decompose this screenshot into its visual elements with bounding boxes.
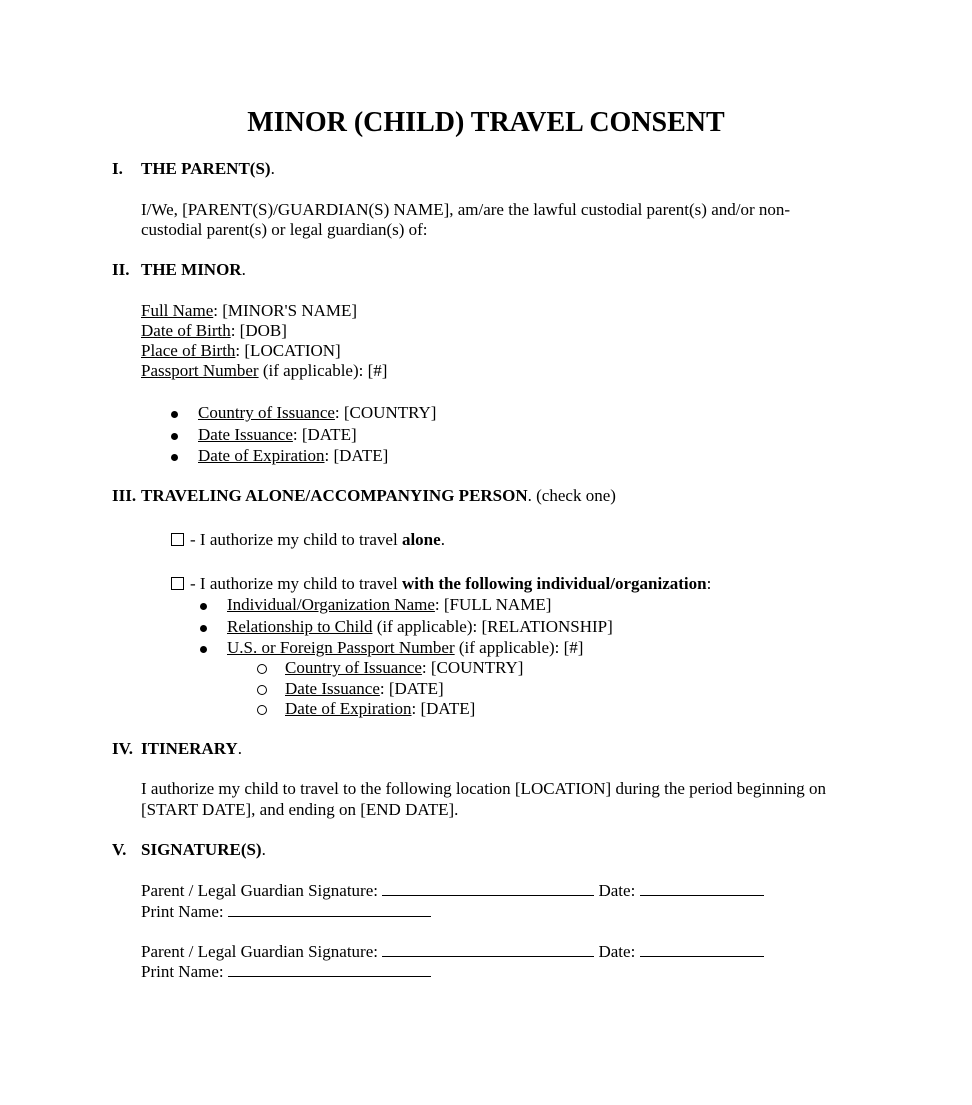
- section-number: II.: [112, 260, 130, 279]
- field-label: Individual/Organization Name: [227, 595, 435, 614]
- option-text-end: .: [440, 530, 445, 549]
- field-value: : [FULL NAME]: [434, 595, 552, 614]
- section-minor-heading: [112, 260, 246, 280]
- section-title: TRAVELING ALONE/ACCOMPANYING PERSON: [141, 486, 528, 505]
- section-number: IV.: [112, 739, 133, 758]
- companion-passport-item: [227, 638, 583, 658]
- circle-bullet-icon: [257, 679, 267, 699]
- print-name-row-1: [141, 901, 431, 922]
- field-value: : [DATE]: [379, 679, 444, 698]
- print-name-field[interactable]: [228, 961, 431, 977]
- section-title: SIGNATURE(S): [141, 840, 262, 859]
- print-name-label: Print Name:: [141, 962, 228, 981]
- travel-alone-checkbox[interactable]: [171, 533, 184, 546]
- minor-passport-expiration-item: [198, 446, 388, 466]
- print-name-row-2: [141, 961, 431, 982]
- field-value: : [COUNTRY]: [421, 658, 524, 677]
- section-title: THE PARENT(S): [141, 159, 271, 178]
- minor-passport-country-item: [198, 403, 436, 423]
- bullet-icon: [171, 425, 178, 445]
- section-traveling-heading: [112, 486, 616, 506]
- signature-field[interactable]: [382, 880, 594, 896]
- section-title-period: .: [237, 739, 242, 758]
- travel-accompanied-checkbox[interactable]: [171, 577, 184, 590]
- section-number: V.: [112, 840, 127, 859]
- field-label: Date of Expiration: [198, 446, 325, 465]
- date-field[interactable]: [640, 941, 764, 957]
- option-text: - I authorize my child to travel: [190, 530, 402, 549]
- option-text-bold: alone: [401, 530, 441, 549]
- circle-bullet-icon: [257, 699, 267, 719]
- field-value: (if applicable): [#]: [454, 638, 584, 657]
- section-signatures-heading: [112, 840, 266, 860]
- field-label: Date of Expiration: [285, 699, 412, 718]
- bullet-icon: [200, 617, 207, 637]
- section-title-period: .: [270, 159, 275, 178]
- section-title-suffix: . (check one): [527, 486, 616, 505]
- minor-passport-number-field: [141, 361, 387, 381]
- option-text-end: :: [706, 574, 712, 593]
- section-title-period: .: [261, 840, 266, 859]
- signature-label: Parent / Legal Guardian Signature:: [141, 881, 383, 900]
- date-label: Date:: [594, 942, 640, 961]
- date-label: Date:: [594, 881, 640, 900]
- travel-accompanied-option: [171, 574, 711, 594]
- bullet-icon: [171, 446, 178, 466]
- section-number: I.: [112, 159, 123, 178]
- bullet-icon: [200, 595, 207, 615]
- field-label: Date of Birth: [141, 321, 231, 340]
- itinerary-text-line-1: I authorize my child to travel to the following location [LOCATION] during the period beginning on: [141, 779, 827, 798]
- field-label: Full Name: [141, 301, 214, 320]
- companion-passport-expiration-item: [285, 699, 475, 719]
- field-value: : [MINOR'S NAME]: [213, 301, 358, 320]
- section-number: III.: [112, 486, 137, 505]
- option-text-bold: with the following individual/organization: [401, 574, 707, 593]
- bullet-icon: [171, 403, 178, 423]
- field-value: : [LOCATION]: [235, 341, 341, 360]
- field-label: Date Issuance: [198, 425, 293, 444]
- signature-row-1: [141, 880, 764, 901]
- print-name-field[interactable]: [228, 901, 431, 917]
- companion-relationship-item: [227, 617, 613, 637]
- signature-row-2: [141, 941, 764, 962]
- companion-passport-issue-date-item: [285, 679, 444, 699]
- field-label: Place of Birth: [141, 341, 236, 360]
- minor-date-of-birth-field: [141, 321, 287, 341]
- minor-place-of-birth-field: [141, 341, 341, 361]
- field-value: (if applicable): [#]: [258, 361, 388, 380]
- field-value: : [DATE]: [292, 425, 357, 444]
- section-itinerary-heading: [112, 739, 242, 759]
- circle-bullet-icon: [257, 658, 267, 678]
- section-title: ITINERARY: [141, 739, 238, 758]
- field-label: Passport Number: [141, 361, 259, 380]
- field-value: : [DATE]: [324, 446, 389, 465]
- section-parents-heading: [112, 159, 275, 179]
- parents-text-line-2: custodial parent(s) or legal guardian(s) of:: [141, 220, 428, 239]
- companion-name-item: [227, 595, 551, 615]
- option-text: - I authorize my child to travel: [190, 574, 402, 593]
- field-label: Date Issuance: [285, 679, 380, 698]
- field-label: Country of Issuance: [285, 658, 422, 677]
- travel-alone-option: [171, 530, 445, 550]
- field-value: (if applicable): [RELATIONSHIP]: [372, 617, 613, 636]
- print-name-label: Print Name:: [141, 902, 228, 921]
- section-title-period: .: [241, 260, 246, 279]
- field-label: U.S. or Foreign Passport Number: [227, 638, 455, 657]
- field-label: Relationship to Child: [227, 617, 373, 636]
- field-label: Country of Issuance: [198, 403, 335, 422]
- date-field[interactable]: [640, 880, 764, 896]
- field-value: : [COUNTRY]: [334, 403, 437, 422]
- section-title: THE MINOR: [141, 260, 242, 279]
- bullet-icon: [200, 638, 207, 658]
- document-title: MINOR (CHILD) TRAVEL CONSENT: [247, 107, 725, 138]
- field-value: : [DOB]: [230, 321, 287, 340]
- signature-label: Parent / Legal Guardian Signature:: [141, 942, 383, 961]
- companion-passport-country-item: [285, 658, 523, 678]
- parents-text-line-1: I/We, [PARENT(S)/GUARDIAN(S) NAME], am/are the lawful custodial parent(s) and/or non-: [141, 200, 791, 219]
- field-value: : [DATE]: [411, 699, 476, 718]
- itinerary-text-line-2: [START DATE], and ending on [END DATE].: [141, 800, 459, 819]
- minor-full-name-field: [141, 301, 357, 321]
- minor-passport-issue-date-item: [198, 425, 357, 445]
- signature-field[interactable]: [382, 941, 594, 957]
